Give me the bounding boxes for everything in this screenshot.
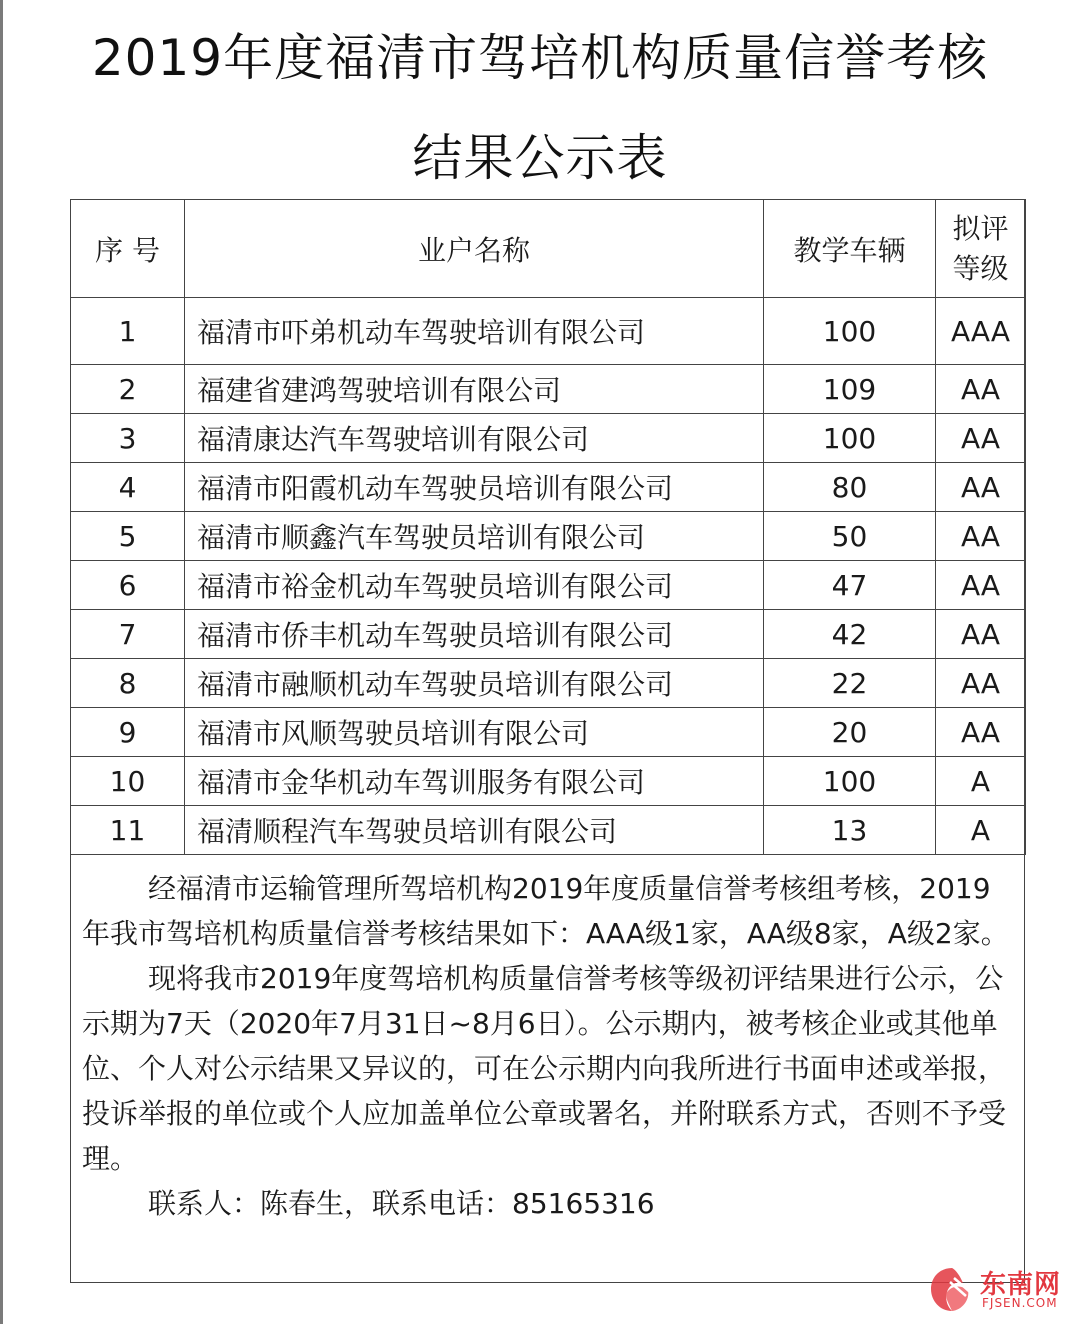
document-subtitle: 结果公示表: [412, 129, 668, 187]
table-row: [71, 708, 1026, 757]
table-row: [71, 659, 1026, 708]
header-vehicles: 教学车辆: [764, 200, 936, 298]
cell-grade: AA: [936, 512, 1026, 561]
watermark-logo: [926, 1262, 1076, 1318]
table-row: [71, 298, 1026, 365]
cell-name: 福清市融顺机动车驾驶员培训有限公司: [185, 659, 764, 708]
cell-seq: 9: [71, 708, 185, 757]
cell-grade: AA: [936, 365, 1026, 414]
cell-grade: AA: [936, 659, 1026, 708]
table-row: [71, 610, 1026, 659]
document-title: 2019年度福清市驾培机构质量信誉考核: [91, 29, 989, 87]
results-table: [70, 199, 1026, 855]
header-name: 业户名称: [185, 200, 764, 298]
cell-seq: 6: [71, 561, 185, 610]
table-row: [71, 463, 1026, 512]
cell-seq: 2: [71, 365, 185, 414]
cell-seq: 7: [71, 610, 185, 659]
cell-vehicles: 47: [764, 561, 936, 610]
table-row: [71, 806, 1026, 855]
fjsen-logo-icon: [926, 1264, 978, 1316]
cell-vehicles: 100: [764, 298, 936, 365]
table-row: [71, 414, 1026, 463]
cell-grade: AA: [936, 708, 1026, 757]
cell-vehicles: 42: [764, 610, 936, 659]
header-grade: [936, 200, 1026, 298]
watermark-name: 东南网: [980, 1270, 1062, 1300]
cell-name: 福清市侨丰机动车驾驶员培训有限公司: [185, 610, 764, 659]
cell-grade: AAA: [936, 298, 1026, 365]
cell-name: 福清康达汽车驾驶培训有限公司: [185, 414, 764, 463]
cell-seq: 10: [71, 757, 185, 806]
table-row: [71, 365, 1026, 414]
cell-vehicles: 80: [764, 463, 936, 512]
cell-grade: AA: [936, 414, 1026, 463]
table-row: [71, 512, 1026, 561]
table-row: [71, 561, 1026, 610]
cell-grade: AA: [936, 610, 1026, 659]
cell-name: 福清市金华机动车驾训服务有限公司: [185, 757, 764, 806]
cell-seq: 11: [71, 806, 185, 855]
notice-paragraph-1: 经福清市运输管理所驾培机构2019年度质量信誉考核组考核，2019年我市驾培机构质量信誉考核结果如下：AAA级1家，AA级8家，A级2家。: [82, 872, 1009, 950]
notice-paragraph-2: 现将我市2019年度驾培机构质量信誉考核等级初评结果进行公示，公示期为7天（2020年7月31日~8月6日）。公示期内，被考核企业或其他单位、个人对公示结果又异议的，可在公示期内向我所进行书面申述或举报，投诉举报的单位或个人应加盖单位公章或署名，并附联系方式，否则不予受理。: [82, 962, 1007, 1175]
table-row: [71, 757, 1026, 806]
cell-vehicles: 100: [764, 414, 936, 463]
header-grade-line2: 等级: [952, 251, 1009, 285]
cell-name: 福清市裕金机动车驾驶员培训有限公司: [185, 561, 764, 610]
cell-grade: AA: [936, 463, 1026, 512]
cell-seq: 8: [71, 659, 185, 708]
cell-seq: 1: [71, 298, 185, 365]
cell-vehicles: 109: [764, 365, 936, 414]
cell-name: 福清市阳霞机动车驾驶员培训有限公司: [185, 463, 764, 512]
cell-vehicles: 20: [764, 708, 936, 757]
cell-name: 福清顺程汽车驾驶员培训有限公司: [185, 806, 764, 855]
cell-vehicles: 13: [764, 806, 936, 855]
cell-grade: A: [936, 757, 1026, 806]
notice-text: [82, 866, 1017, 1226]
contact-line: 联系人：陈春生，联系电话：85165316: [148, 1187, 655, 1220]
cell-name: 福清市风顺驾驶员培训有限公司: [185, 708, 764, 757]
cell-seq: 5: [71, 512, 185, 561]
cell-grade: AA: [936, 561, 1026, 610]
cell-name: 福清市吓弟机动车驾驶培训有限公司: [185, 298, 764, 365]
table-header-row: [71, 200, 1026, 298]
cell-vehicles: 100: [764, 757, 936, 806]
header-grade-line1: 拟评: [952, 211, 1009, 245]
header-seq: 序 号: [71, 200, 185, 298]
cell-vehicles: 22: [764, 659, 936, 708]
cell-seq: 3: [71, 414, 185, 463]
page-left-edge: [0, 0, 3, 1324]
cell-vehicles: 50: [764, 512, 936, 561]
watermark-site: FJSEN.COM: [982, 1296, 1058, 1310]
cell-grade: A: [936, 806, 1026, 855]
cell-seq: 4: [71, 463, 185, 512]
cell-name: 福建省建鸿驾驶培训有限公司: [185, 365, 764, 414]
cell-name: 福清市顺鑫汽车驾驶员培训有限公司: [185, 512, 764, 561]
